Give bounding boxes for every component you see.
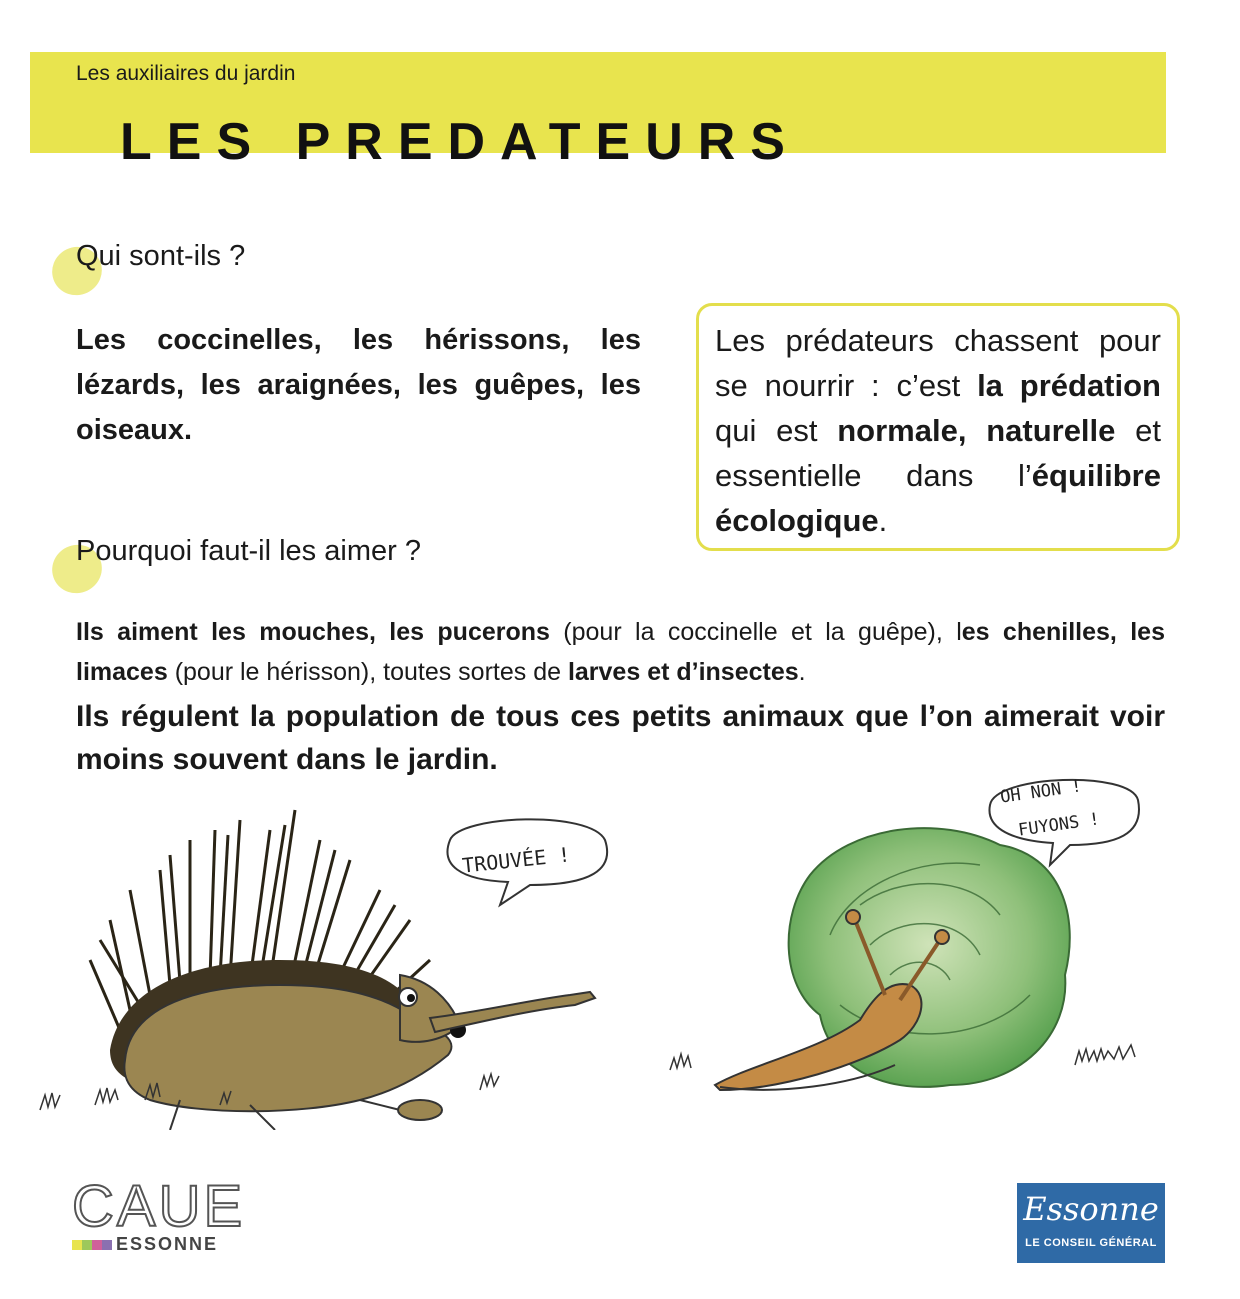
- bold-text: es chenilles, les limaces: [76, 618, 1165, 686]
- series-label: Les auxiliaires du jardin: [76, 62, 296, 85]
- callout-bold: la prédation: [977, 368, 1161, 403]
- callout-text: Les prédateurs chassent pour se nourrir : c’est: [715, 323, 1161, 403]
- slug-speech-line-2: FUYONS !: [1017, 809, 1101, 841]
- essonne-logo-sub: LE CONSEIL GÉNÉRAL: [1025, 1237, 1157, 1249]
- essonne-logo: [1017, 1183, 1165, 1263]
- plain-text: (pour le hérisson), toutes sortes de: [167, 658, 568, 686]
- bold-text: larves et d’insectes: [567, 658, 799, 686]
- prey-paragraph: [76, 612, 1165, 692]
- essonne-logo-script: Essonne: [1023, 1190, 1159, 1228]
- conclusion-paragraph: Ils régulent la population de tous ces petits animaux que l’on aimerait voir moins souvent dans le jardin.: [76, 700, 1165, 776]
- slug-lettuce-illustration: [660, 765, 1220, 1115]
- callout-bold: équilibre écologique: [715, 458, 1161, 538]
- caue-color-bars: [72, 1240, 112, 1250]
- question-why: Pourquoi faut-il les aimer ?: [76, 535, 421, 567]
- page-title: LES PREDATEURS: [120, 113, 800, 171]
- callout-text: et essentielle dans l’: [715, 413, 1162, 493]
- plain-text: .: [798, 658, 806, 686]
- bold-text: Ils aiment les mouches, les pucerons: [76, 618, 550, 646]
- caue-logo-main: CAUE: [72, 1174, 246, 1239]
- caue-logo: [72, 1174, 246, 1255]
- callout-bold: normale, naturelle: [837, 413, 1116, 448]
- callout-text: qui est: [715, 413, 838, 448]
- hedgehog-speech-text: TROUVÉE !: [461, 842, 572, 878]
- predator-list: Les coccinelles, les hérissons, les lézards, les araignées, les guêpes, les oiseaux.: [76, 324, 641, 446]
- slug-speech-line-1: OH NON !: [999, 776, 1083, 808]
- definition-callout: [696, 303, 1180, 551]
- callout-text: .: [878, 503, 888, 538]
- question-who: Qui sont-ils ?: [76, 240, 246, 272]
- caue-logo-essonne: ESSONNE: [116, 1234, 219, 1254]
- plain-text: (pour la coccinelle et la guêpe), l: [549, 618, 962, 646]
